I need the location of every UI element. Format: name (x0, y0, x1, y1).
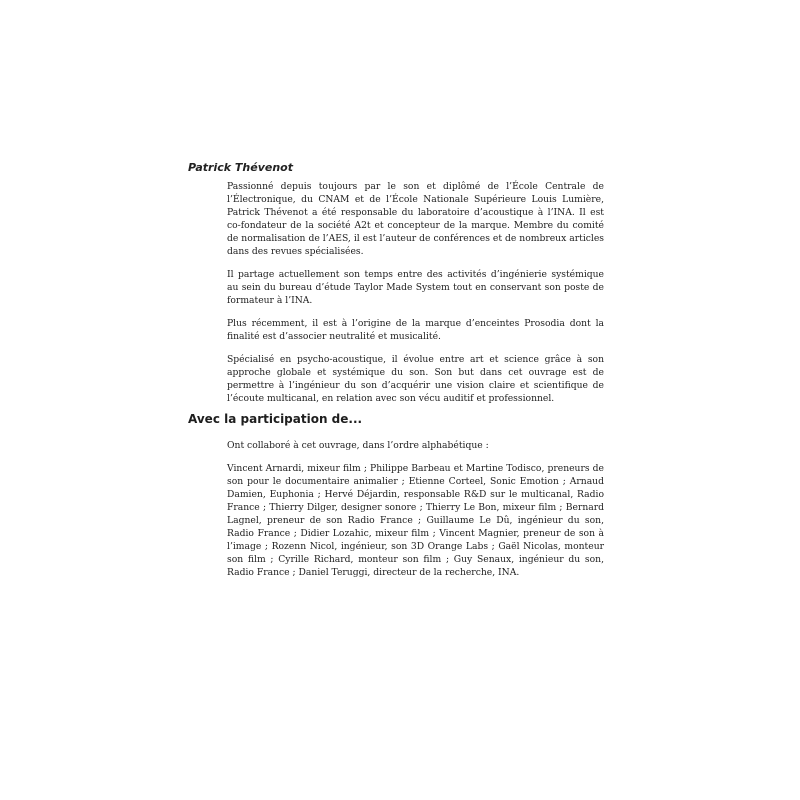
section-title: Avec la participation de... (188, 412, 363, 426)
bio-paragraph: Il partage actuellement son temps entre des activités d’ingénierie systémique au sein du bureau d’étude Taylor Made System tout en conservant son poste de formateur à l’INA. (227, 269, 604, 306)
bio-paragraph: Passionné depuis toujours par le son et diplômé de l’École Centrale de l’Électronique, du CNAM et de l’École Nationale Supérieure Louis Lumière, Patrick Thévenot a été responsable du laboratoire d’acoustique à l’INA. Il est co-fondateur de la société A2t et concepteur de la marque. Membre du comité de normalisation de l’AES, il est l’auteur de conférences et de nombreux articles dans des revues spécialisées. (227, 181, 604, 257)
author-name: Patrick Thévenot (188, 161, 293, 174)
contributors-intro: Ont collaboré à cet ouvrage, dans l’ordre alphabétique : (227, 440, 489, 451)
contributors-section (227, 439, 604, 589)
contributors-list: Vincent Arnardi, mixeur film ; Philippe Barbeau et Martine Todisco, preneurs de son pour le documentaire animalier ; Etienne Corteel, Sonic Emotion ; Arnaud Damien, Euphonia ; Hervé Déjardin, responsable R&D sur le multicanal, Radio France ; Thierry Dilger, designer sonore ; Thierry Le Bon, mixeur film ; Bernard Lagnel, preneur de son Radio France ; Guillaume Le Dû, ingénieur du son, Radio France ; Didier Lozahic, mixeur film ; Vincent Magnier, preneur de son à l’image ; Rozenn Nicol, ingénieur, son 3D Orange Labs ; Gaël Nicolas, monteur son film ; Cyrille Richard, monteur son film ; Guy Senaux, ingénieur du son, Radio France ; Daniel Teruggi, directeur de la recherche, INA. (227, 463, 604, 578)
bio-paragraph: Spécialisé en psycho-acoustique, il évolue entre art et science grâce à son approche globale et systémique du son. Son but dans cet ouvrage est de permettre à l’ingénieur du son d’acquérir une vision claire et scientifique de l’écoute multicanal, en relation avec son vécu auditif et professionnel. (227, 354, 604, 404)
bio-paragraph: Plus récemment, il est à l’origine de la marque d’enceintes Prosodia dont la finalité est d’associer neutralité et musicalité. (227, 318, 604, 342)
author-biography (227, 180, 604, 415)
